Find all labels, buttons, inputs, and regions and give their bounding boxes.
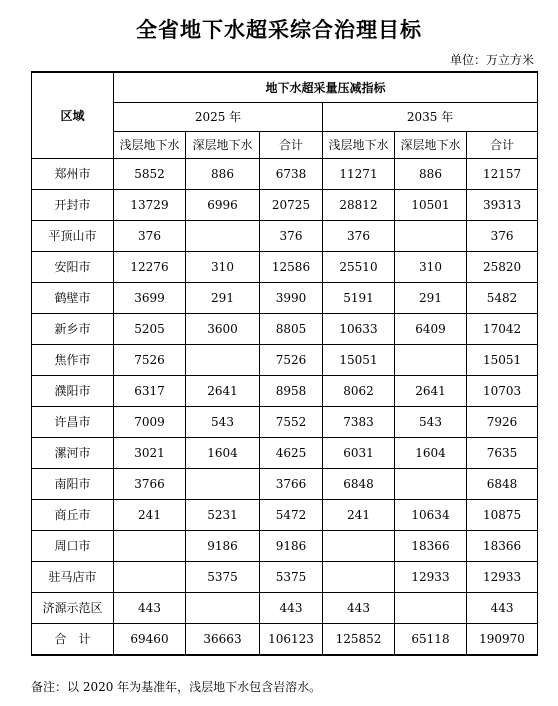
value-cell: 376	[323, 220, 395, 251]
value-cell	[114, 561, 186, 592]
value-cell: 10501	[395, 189, 467, 220]
value-cell: 3699	[114, 282, 186, 313]
value-cell: 6848	[323, 468, 395, 499]
value-cell: 25820	[467, 251, 538, 282]
value-cell: 376	[467, 220, 538, 251]
value-cell: 443	[260, 592, 323, 623]
region-cell: 安阳市	[32, 251, 114, 282]
value-cell: 39313	[467, 189, 538, 220]
value-cell: 7552	[260, 406, 323, 437]
value-cell: 5375	[186, 561, 260, 592]
table-row	[32, 499, 538, 530]
value-cell: 3766	[114, 468, 186, 499]
value-cell	[186, 220, 260, 251]
value-cell: 6996	[186, 189, 260, 220]
value-cell	[186, 468, 260, 499]
value-cell: 8958	[260, 375, 323, 406]
table-row	[32, 220, 538, 251]
value-cell: 6409	[395, 313, 467, 344]
value-cell: 13729	[114, 189, 186, 220]
value-cell: 241	[114, 499, 186, 530]
value-cell: 5375	[260, 561, 323, 592]
value-cell: 10634	[395, 499, 467, 530]
value-cell: 443	[114, 592, 186, 623]
value-cell: 9186	[186, 530, 260, 561]
value-cell: 6031	[323, 437, 395, 468]
table-row	[32, 344, 538, 375]
value-cell: 291	[395, 282, 467, 313]
value-cell: 543	[186, 406, 260, 437]
group-header: 地下水超采量压减指标	[114, 72, 538, 102]
table-row	[32, 561, 538, 592]
table-row	[32, 468, 538, 499]
value-cell: 5191	[323, 282, 395, 313]
value-cell: 2641	[395, 375, 467, 406]
value-cell: 15051	[467, 344, 538, 375]
value-cell: 886	[186, 158, 260, 189]
region-cell: 南阳市	[32, 468, 114, 499]
table-row	[32, 530, 538, 561]
value-cell: 310	[186, 251, 260, 282]
region-cell: 平顶山市	[32, 220, 114, 251]
table-row	[32, 251, 538, 282]
value-cell: 25510	[323, 251, 395, 282]
region-cell: 开封市	[32, 189, 114, 220]
value-cell	[114, 530, 186, 561]
value-cell: 5472	[260, 499, 323, 530]
region-cell: 濮阳市	[32, 375, 114, 406]
value-cell: 5482	[467, 282, 538, 313]
value-cell: 443	[323, 592, 395, 623]
region-cell: 郑州市	[32, 158, 114, 189]
col-total-2025: 合计	[260, 131, 323, 158]
value-cell: 6848	[467, 468, 538, 499]
unit-label: 单位：万立方米	[449, 53, 534, 67]
value-cell: 5205	[114, 313, 186, 344]
value-cell: 20725	[260, 189, 323, 220]
total-value-cell: 69460	[114, 623, 186, 655]
year-header-2025: 2025 年	[114, 102, 323, 131]
footnote: 备注：以 2020 年为基准年，浅层地下水包含岩溶水。	[31, 680, 322, 694]
value-cell: 18366	[467, 530, 538, 561]
table-body	[32, 158, 538, 655]
table-row	[32, 189, 538, 220]
value-cell: 2641	[186, 375, 260, 406]
value-cell: 8805	[260, 313, 323, 344]
total-row	[32, 623, 538, 655]
page-title: 全省地下水超采综合治理目标	[136, 17, 422, 42]
table-row	[32, 437, 538, 468]
value-cell: 5852	[114, 158, 186, 189]
value-cell: 7926	[467, 406, 538, 437]
value-cell: 376	[260, 220, 323, 251]
value-cell: 291	[186, 282, 260, 313]
region-cell: 商丘市	[32, 499, 114, 530]
year-header-2035: 2035 年	[323, 102, 538, 131]
value-cell: 17042	[467, 313, 538, 344]
region-cell: 济源示范区	[32, 592, 114, 623]
value-cell: 6317	[114, 375, 186, 406]
value-cell	[395, 468, 467, 499]
value-cell: 4625	[260, 437, 323, 468]
value-cell	[323, 561, 395, 592]
value-cell: 10703	[467, 375, 538, 406]
col-deep-2035: 深层地下水	[395, 131, 467, 158]
value-cell: 7383	[323, 406, 395, 437]
value-cell: 12157	[467, 158, 538, 189]
col-deep-2025: 深层地下水	[186, 131, 260, 158]
region-cell: 焦作市	[32, 344, 114, 375]
total-value-cell: 36663	[186, 623, 260, 655]
value-cell: 7635	[467, 437, 538, 468]
value-cell: 12933	[395, 561, 467, 592]
value-cell: 7526	[260, 344, 323, 375]
value-cell: 3766	[260, 468, 323, 499]
table-row	[32, 282, 538, 313]
total-value-cell: 190970	[467, 623, 538, 655]
table-row	[32, 592, 538, 623]
value-cell: 376	[114, 220, 186, 251]
value-cell: 12276	[114, 251, 186, 282]
value-cell: 10633	[323, 313, 395, 344]
value-cell: 7526	[114, 344, 186, 375]
region-cell: 驻马店市	[32, 561, 114, 592]
value-cell: 1604	[395, 437, 467, 468]
table-row	[32, 158, 538, 189]
groundwater-target-table	[31, 71, 538, 656]
value-cell: 7009	[114, 406, 186, 437]
value-cell	[323, 530, 395, 561]
total-value-cell: 125852	[323, 623, 395, 655]
value-cell: 15051	[323, 344, 395, 375]
region-cell: 新乡市	[32, 313, 114, 344]
col-total-2035: 合计	[467, 131, 538, 158]
value-cell: 443	[467, 592, 538, 623]
region-cell: 许昌市	[32, 406, 114, 437]
value-cell: 3990	[260, 282, 323, 313]
value-cell: 9186	[260, 530, 323, 561]
value-cell	[395, 220, 467, 251]
col-shallow-2035: 浅层地下水	[323, 131, 395, 158]
value-cell: 11271	[323, 158, 395, 189]
col-shallow-2025: 浅层地下水	[114, 131, 186, 158]
value-cell	[395, 344, 467, 375]
value-cell: 10875	[467, 499, 538, 530]
value-cell: 28812	[323, 189, 395, 220]
value-cell: 886	[395, 158, 467, 189]
total-value-cell: 65118	[395, 623, 467, 655]
value-cell: 8062	[323, 375, 395, 406]
value-cell: 1604	[186, 437, 260, 468]
region-cell: 鹤壁市	[32, 282, 114, 313]
table-row	[32, 313, 538, 344]
total-label-cell: 合 计	[32, 623, 114, 655]
value-cell	[186, 592, 260, 623]
region-cell: 周口市	[32, 530, 114, 561]
value-cell: 241	[323, 499, 395, 530]
total-value-cell: 106123	[260, 623, 323, 655]
table-row	[32, 406, 538, 437]
value-cell	[186, 344, 260, 375]
region-cell: 漯河市	[32, 437, 114, 468]
value-cell: 3600	[186, 313, 260, 344]
value-cell: 12933	[467, 561, 538, 592]
table-row	[32, 375, 538, 406]
value-cell	[395, 592, 467, 623]
value-cell: 5231	[186, 499, 260, 530]
region-header: 区域	[32, 72, 114, 158]
value-cell: 310	[395, 251, 467, 282]
value-cell: 3021	[114, 437, 186, 468]
value-cell: 543	[395, 406, 467, 437]
value-cell: 12586	[260, 251, 323, 282]
value-cell: 18366	[395, 530, 467, 561]
value-cell: 6738	[260, 158, 323, 189]
